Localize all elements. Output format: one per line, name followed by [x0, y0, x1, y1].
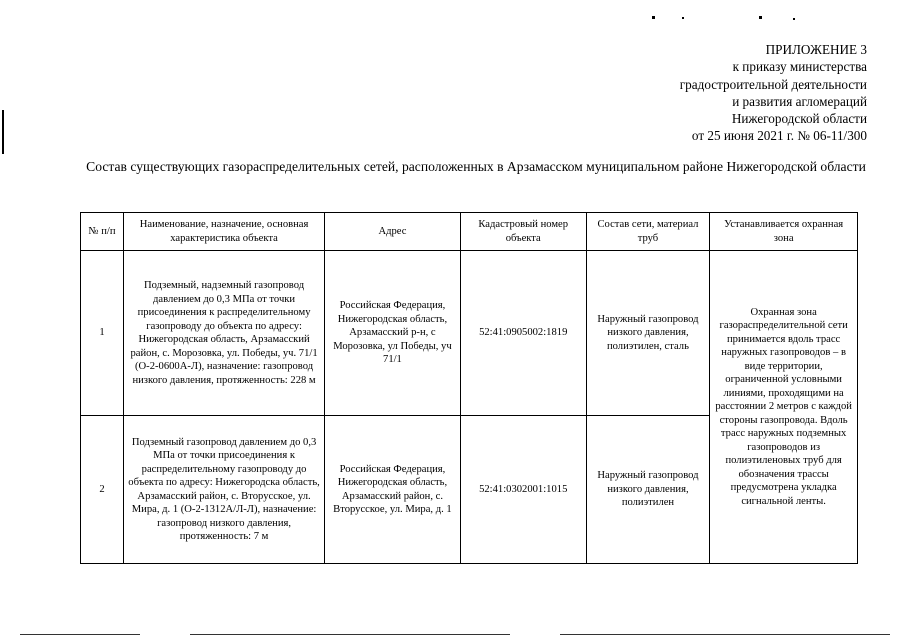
cell-name: Подземный, надземный газопровод давлением до 0,3 МПа от точки присоединения к распределительному газопроводу до объекта по адресу: Нижегородская область, Арзамасский район, с. Морозовка, ул. Победы, уч. 71/1 (О-2-0600А-Л), назначение: газопровод низкого давления, протяженность: 228 м: [124, 251, 325, 416]
gas-network-table: [80, 212, 858, 564]
scan-bottom-line: [560, 634, 890, 635]
table-header-row: [81, 213, 858, 251]
scan-dot: [759, 16, 762, 19]
column-header-network: Состав сети, материал труб: [586, 213, 710, 251]
region-line: Нижегородской области: [731, 111, 867, 127]
appendix-label: ПРИЛОЖЕНИЕ 3: [765, 42, 867, 57]
scan-bottom-line: [20, 634, 140, 635]
cell-address: Российская Федерация, Нижегородская область, Арзамасский район, с. Вторусское, ул. Мира, д. 1: [325, 416, 461, 564]
cell-number: 1: [81, 251, 124, 416]
scan-dot: [793, 18, 795, 20]
scan-dot: [652, 16, 655, 19]
column-header-protection-zone: Устанавливается охранная зона: [710, 213, 858, 251]
cell-address: Российская Федерация, Нижегородская область, Арзамасский р-н, с Морозовка, ул Победы, уч 71/1: [325, 251, 461, 416]
cell-number: 2: [81, 416, 124, 564]
column-header-number: № п/п: [81, 213, 124, 251]
scan-bottom-line: [190, 634, 510, 635]
order-date-line: от 25 июня 2021 г. № 06-11/300: [691, 128, 867, 144]
order-line: к приказу министерства: [732, 59, 867, 75]
cell-name: Подземный газопровод давлением до 0,3 МПа от точки присоединения к распределительному газопроводу до объекта по адресу: Нижегородска область, Арзамасский район, с. Вторусское, ул. Мира, д. 1 (О-2-1312А/Л-Л), назначение: газопровод низкого давления, протяженность: 7 м: [124, 416, 325, 564]
cell-protection-zone: Охранная зона газораспределительной сети принимается вдоль трасс наружных газопроводов – в виде территории, ограниченной условными линиями, проходящими на расстоянии 2 метров с каждой стороны газопровода. Вдоль трасс наружных подземных газопроводов из полиэтиленовых труб для обозначения трассы предусмотрена укладка сигнальной ленты.: [710, 251, 858, 564]
ministry-line: градостроительной деятельности: [679, 76, 867, 92]
column-header-name: Наименование, назначение, основная характеристика объекта: [124, 213, 325, 251]
cell-network: Наружный газопровод низкого давления, полиэтилен, сталь: [586, 251, 710, 416]
cell-cadastral: 52:41:0302001:1015: [460, 416, 586, 564]
column-header-address: Адрес: [325, 213, 461, 251]
scan-mark-left-edge: [2, 110, 4, 154]
appendix-header: [680, 41, 867, 145]
cell-network: Наружный газопровод низкого давления, полиэтилен: [586, 416, 710, 564]
ministry-line: и развития агломераций: [732, 93, 867, 109]
column-header-cadastral: Кадастровый номер объекта: [460, 213, 586, 251]
scan-dot: [682, 17, 684, 19]
cell-cadastral: 52:41:0905002:1819: [460, 251, 586, 416]
document-title: Состав существующих газораспределительных сетей, расположенных в Арзамасском муниципальном районе Нижегородской области: [86, 159, 866, 174]
table-row: [81, 251, 858, 416]
